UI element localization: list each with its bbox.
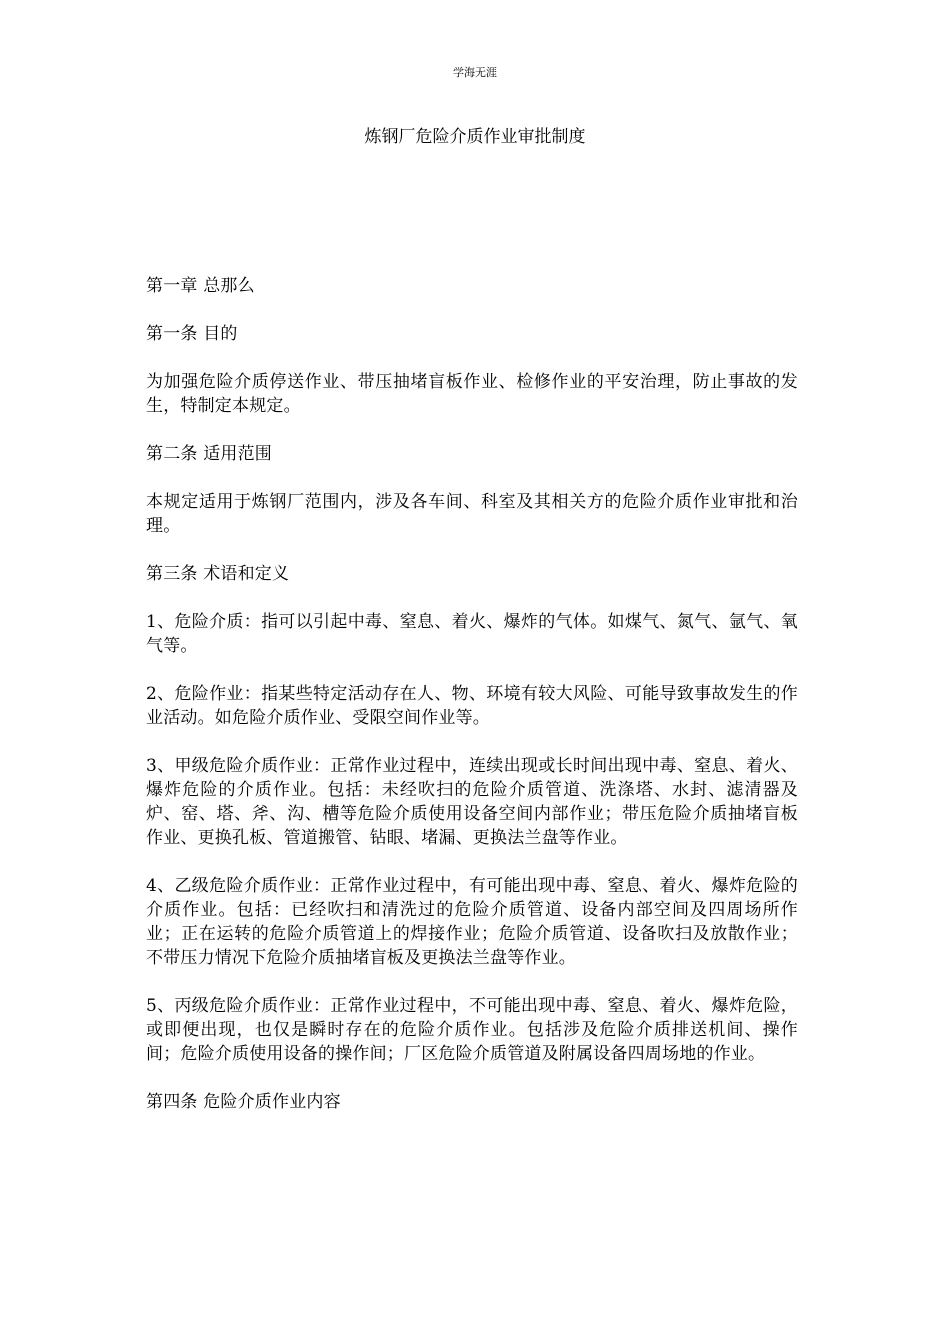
chapter-heading: 第一章 总那么 xyxy=(146,276,255,296)
definition-item: 5、丙级危险介质作业：正常作业过程中，不可能出现中毒、窒息、着火、爆炸危险，或即便出现，也仅是瞬时存在的危险介质作业。包括涉及危险介质排送机间、操作间；危险介质使用设备的操作间；厂区危险介质管道及附属设备四周场地的作业。 xyxy=(146,996,798,1064)
article-heading: 第二条 适用范围 xyxy=(146,444,273,464)
article-heading: 第三条 术语和定义 xyxy=(146,564,290,584)
document-title: 炼钢厂危险介质作业审批制度 xyxy=(364,127,586,147)
article-heading: 第一条 目的 xyxy=(146,324,238,344)
page-header: 学海无涯 xyxy=(453,66,497,79)
article-heading: 第四条 危险介质作业内容 xyxy=(146,1092,341,1112)
paragraph: 本规定适用于炼钢厂范围内，涉及各车间、科室及其相关方的危险介质作业审批和治理。 xyxy=(146,492,798,536)
document-body xyxy=(146,274,798,1138)
definition-item: 1、危险介质：指可以引起中毒、窒息、着火、爆炸的气体。如煤气、氮气、氩气、氧气等。 xyxy=(146,612,798,656)
definition-item: 2、危险作业：指某些特定活动存在人、物、环境有较大风险、可能导致事故发生的作业活动。如危险介质作业、受限空间作业等。 xyxy=(146,684,798,728)
paragraph: 为加强危险介质停送作业、带压抽堵盲板作业、检修作业的平安治理，防止事故的发生，特制定本规定。 xyxy=(146,372,798,416)
definition-item: 4、乙级危险介质作业：正常作业过程中，有可能出现中毒、窒息、着火、爆炸危险的介质作业。包括：已经吹扫和清洗过的危险介质管道、设备内部空间及四周场所作业；正在运转的危险介质管道上的焊接作业；危险介质管道、设备吹扫及放散作业；不带压力情况下危险介质抽堵盲板及更换法兰盘等作业。 xyxy=(146,876,798,968)
definition-item: 3、甲级危险介质作业：正常作业过程中，连续出现或长时间出现中毒、窒息、着火、爆炸危险的介质作业。包括：未经吹扫的危险介质管道、洗涤塔、水封、滤清器及炉、窑、塔、斧、沟、槽等危险介质使用设备空间内部作业；带压危险介质抽堵盲板作业、更换孔板、管道搬管、钻眼、堵漏、更换法兰盘等作业。 xyxy=(146,756,798,848)
